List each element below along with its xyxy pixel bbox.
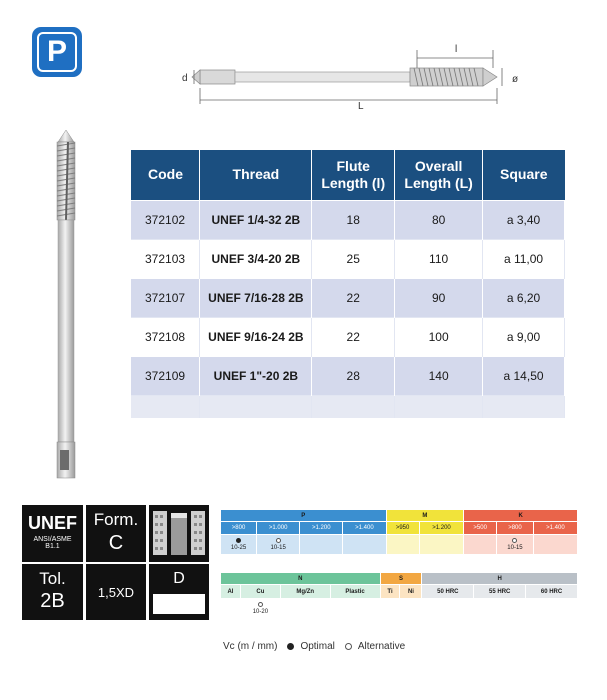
header-overall-line1: Overall [414,157,463,174]
thread-diameter-label: ø [512,74,519,85]
n-vc-1 [221,599,241,619]
header-flute-length [312,150,395,200]
n-cell-1: Al [221,585,241,599]
p-vc-1 [221,535,257,555]
thread-standard-box [22,505,83,562]
cell-empty [483,396,565,418]
legend-vc: Vc (m / mm) [223,641,278,652]
cell-flute: 25 [312,239,395,278]
h-vc-1 [422,599,474,619]
table-row [131,200,565,239]
coating-swatch [153,594,205,614]
table-row-empty [131,396,565,418]
alternative-dot [512,538,517,543]
h-vc-2 [474,599,526,619]
s-vc-1 [380,599,400,619]
h-cell-2: 55 HRC [474,585,526,599]
n-cell-3: Mg/Zn [280,585,330,599]
flute-length-label: l [455,44,458,55]
vc-value: 10-15 [270,545,286,551]
h-cell-1: 50 HRC [422,585,474,599]
optimal-dot-icon [287,643,294,650]
m-cell-1: >950 [386,522,419,535]
tolerance-value: 2B [40,590,65,612]
header-square: Square [483,150,565,200]
n-vc-3 [280,599,330,619]
category-badge [32,27,82,77]
cell-empty [395,396,483,418]
n-cell-4: Plastic [330,585,380,599]
k-cell-1: >500 [464,522,497,535]
category-letter: P [37,32,77,72]
cell-empty [312,396,395,418]
cell-overall: 110 [395,239,483,278]
cell-code: 372107 [131,278,200,317]
p-vc-2 [257,535,300,555]
material-grid-bottom [220,572,578,619]
table-row [131,318,565,357]
alternative-dot [258,602,263,607]
group-p-label: P [221,510,387,522]
legend [223,641,405,652]
vc-value: 10-15 [507,545,523,551]
table-row [131,239,565,278]
m-vc-1 [386,535,419,555]
standard-sub-1: ANSI/ASME [33,536,72,543]
material-grid-top [220,509,578,555]
overall-length-label: L [358,101,364,112]
m-cell-2: >1.200 [419,522,464,535]
cell-square: a 9,00 [483,318,565,357]
p-cell-3: >1.200 [300,522,343,535]
standard-sub-2: B1.1 [45,543,60,550]
cell-flute: 18 [312,200,395,239]
p-vc-3 [300,535,343,555]
header-code: Code [131,150,200,200]
header-overall-line2: Length (L) [404,174,473,191]
cell-thread: UNEF 1"-20 2B [200,357,312,396]
cell-code: 372108 [131,318,200,357]
form-box [86,505,146,562]
cell-thread: UNEF 9/16-24 2B [200,318,312,357]
cell-code: 372102 [131,200,200,239]
m-vc-2 [419,535,464,555]
k-cell-2: >800 [497,522,534,535]
p-cell-2: >1.000 [257,522,300,535]
tap-image [46,128,86,480]
form-label: Form. [93,510,139,529]
cell-flute: 28 [312,357,395,396]
header-thread: Thread [200,150,312,200]
cell-overall: 90 [395,278,483,317]
depth-value: 1,5XD [97,584,135,600]
coating-label: D [173,570,185,587]
table-header-row [131,150,565,200]
alternative-dot-icon [345,643,352,650]
cell-square: a 3,40 [483,200,565,239]
cell-overall: 100 [395,318,483,357]
tap-spec-table [131,150,565,418]
legend-alternative: Alternative [357,641,406,652]
optimal-dot [236,538,241,543]
p-vc-4 [343,535,386,555]
s-cell-2: Ni [400,585,422,599]
n-cell-2: Cu [240,585,280,599]
cell-code: 372109 [131,357,200,396]
n-vc-4 [330,599,380,619]
k-vc-1 [464,535,497,555]
group-n-label: N [221,573,381,585]
legend-optimal: Optimal [300,641,335,652]
cell-square: a 14,50 [483,357,565,396]
tolerance-label: Tol. [39,569,66,588]
coating-box [149,564,209,620]
group-h-label: H [422,573,578,585]
cell-flute: 22 [312,318,395,357]
group-k-label: K [464,510,578,522]
cell-thread: UNEF 7/16-28 2B [200,278,312,317]
cell-square: a 6,20 [483,278,565,317]
thread-profile-box [149,505,209,562]
cell-thread: UNEF 1/4-32 2B [200,200,312,239]
standard-name: UNEF [28,513,77,533]
cell-thread: UNEF 3/4-20 2B [200,239,312,278]
tolerance-box [22,564,83,620]
alternative-dot [276,538,281,543]
table-row [131,278,565,317]
vc-value: 10-20 [252,609,269,615]
k-vc-3 [533,535,577,555]
depth-box [86,564,146,620]
header-flute-line2: Length (l) [321,174,386,191]
h-cell-3: 60 HRC [526,585,578,599]
cell-overall: 80 [395,200,483,239]
cell-code: 372103 [131,239,200,278]
header-overall-length [395,150,483,200]
header-flute-line1: Flute [336,157,370,174]
p-cell-1: >800 [221,522,257,535]
group-m-label: M [386,510,464,522]
cell-empty [200,396,312,418]
form-value: C [108,532,124,554]
s-vc-2 [400,599,422,619]
tap-dimension-drawing [180,38,520,110]
s-cell-1: Ti [380,585,400,599]
k-cell-3: >1.400 [533,522,577,535]
table-row [131,357,565,396]
cell-square: a 11,00 [483,239,565,278]
vc-value: 10-25 [230,545,247,551]
group-s-label: S [380,573,422,585]
shank-diameter-label: d [182,73,188,84]
thread-profile-icon [149,505,209,562]
n-vc-2 [240,599,280,619]
h-vc-3 [526,599,578,619]
cell-empty [131,396,200,418]
cell-overall: 140 [395,357,483,396]
cell-flute: 22 [312,278,395,317]
p-cell-4: >1.400 [343,522,386,535]
k-vc-2 [497,535,534,555]
